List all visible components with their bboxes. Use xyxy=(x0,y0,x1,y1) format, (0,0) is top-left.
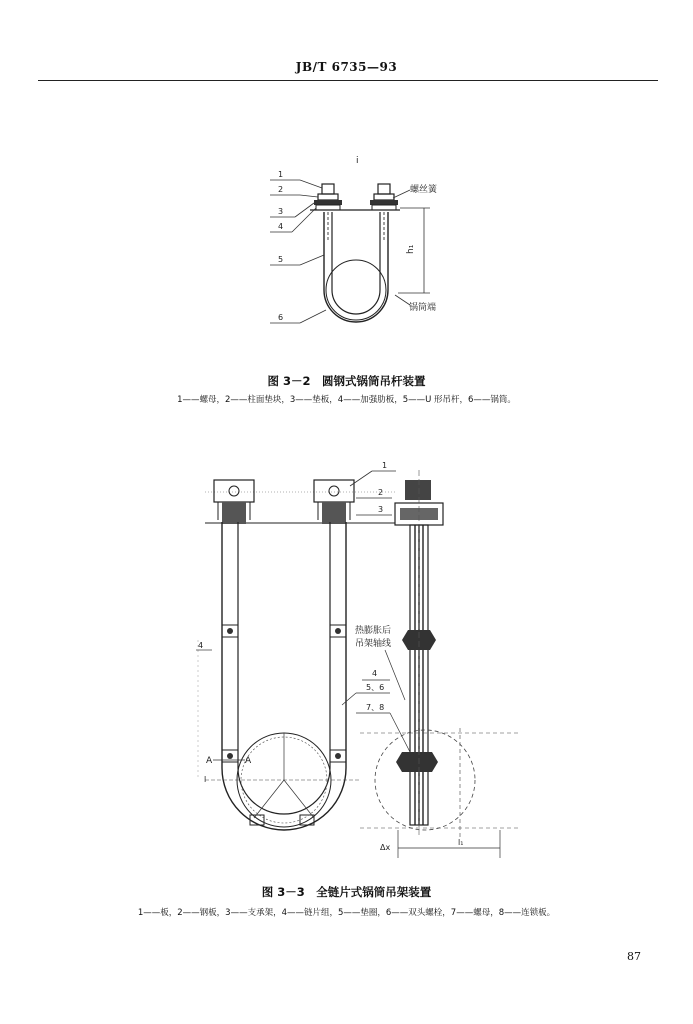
fig1-callout-1: 1 xyxy=(278,170,284,179)
figure-3-2-caption: 图 3－2 圆钢式锅筒吊杆装置 xyxy=(267,374,426,388)
fig2-dim-l: l xyxy=(204,775,207,784)
fig1-label-spring: 螺丝簧 xyxy=(410,185,438,195)
fig2-callout-3: 3 xyxy=(378,505,384,514)
figure-3-3-caption: 图 3－3 全链片式锅筒吊架装置 xyxy=(261,885,432,899)
fig1-drum-circle xyxy=(326,260,386,320)
fig1-callout-5: 5 xyxy=(278,255,284,264)
fig1-tick-label: i xyxy=(356,156,359,166)
fig2-dim-l1: l₁ xyxy=(458,838,464,847)
fig2-callout-4-left: 4 xyxy=(198,641,204,650)
fig1-u-rod-outer xyxy=(324,212,388,322)
fig2-link-joints xyxy=(222,625,346,825)
fig2-callout-4: 4 xyxy=(372,669,378,678)
fig2-callouts-top xyxy=(350,461,396,515)
document-header-code: JB/T 6735—93 xyxy=(295,60,398,74)
fig2-thermal-label-1: 热膨胀后 xyxy=(355,626,392,636)
fig2-section-a-left: A xyxy=(206,756,213,766)
fig1-callout-6: 6 xyxy=(278,313,284,322)
fig2-thermal-label-2: 吊架轴线 xyxy=(355,639,392,649)
fig1-callout-2: 2 xyxy=(278,185,284,194)
figure-3-2-legend: 1——螺母，2——柱面垫块，3——垫板，4——加强肋板，5——U 形吊杆，6——锅筒。 xyxy=(177,395,516,405)
fig1-dim-h1: h₁ xyxy=(406,244,416,254)
page-number: 87 xyxy=(627,950,641,963)
fig2-callout-1: 1 xyxy=(382,461,388,470)
figure-3-3-legend: 1——板，2——钢板，3——支承架，4——链片组，5——垫圈，6——双头螺栓，7——螺母，8——连锁板。 xyxy=(137,908,556,918)
fig1-callout-3: 3 xyxy=(278,207,284,216)
fig2-right-support xyxy=(314,480,354,524)
fig1-right-hanger xyxy=(370,184,398,210)
fig2-section-a-right: A xyxy=(245,756,252,766)
fig1-callout-4: 4 xyxy=(278,222,284,231)
fig1-label-drum-end: 锅筒端 xyxy=(409,303,437,313)
fig2-side-elevation xyxy=(395,470,443,835)
fig2-callout-5-6: 5、6 xyxy=(366,683,385,692)
fig1-callouts xyxy=(270,170,326,323)
fig2-left-support xyxy=(214,480,254,524)
fig1-u-rod-inner xyxy=(332,212,380,314)
fig2-dim-dx: Δx xyxy=(380,843,391,852)
fig2-callouts-mid xyxy=(342,669,410,752)
fig1-left-hanger xyxy=(314,184,342,210)
fig2-callout-2: 2 xyxy=(378,488,384,497)
fig2-callout-7-8: 7、8 xyxy=(366,703,385,712)
